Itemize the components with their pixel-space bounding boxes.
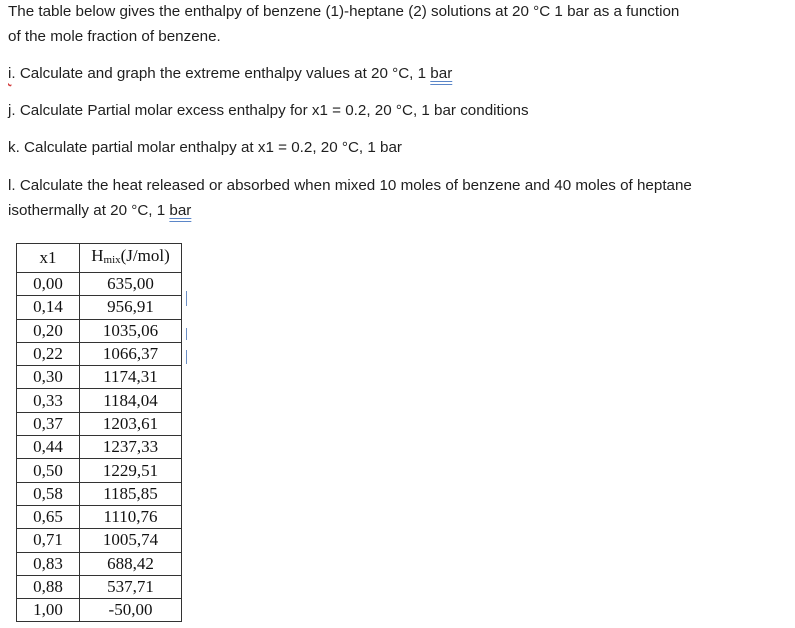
cell-hmix: 1237,33: [80, 436, 182, 459]
cell-hmix: 1066,37: [80, 342, 182, 365]
table-row: [17, 319, 182, 342]
table-row: [17, 529, 182, 552]
cell-x1: 0,00: [17, 273, 80, 296]
cell-hmix: 688,42: [80, 552, 182, 575]
edit-marker: [186, 328, 187, 340]
cell-x1: 0,50: [17, 459, 80, 482]
table-body: [17, 273, 182, 622]
table-row: [17, 599, 182, 622]
table-row: [17, 366, 182, 389]
intro-line-2: of the mole fraction of benzene.: [8, 28, 221, 45]
edit-marker: [186, 350, 187, 364]
table-row: [17, 459, 182, 482]
table-row: [17, 482, 182, 505]
table-row: [17, 273, 182, 296]
cell-x1: 0,14: [17, 296, 80, 319]
cell-x1: 0,88: [17, 575, 80, 598]
cell-hmix: 537,71: [80, 575, 182, 598]
cell-x1: 0,30: [17, 366, 80, 389]
table-row: [17, 342, 182, 365]
cell-hmix: 956,91: [80, 296, 182, 319]
cell-hmix: 1110,76: [80, 505, 182, 528]
cell-x1: 0,65: [17, 505, 80, 528]
question-i-letter: i: [8, 65, 12, 82]
question-l-unit: bar: [169, 202, 192, 219]
question-k: k. Calculate partial molar enthalpy at x1 = 0.2, 20 °C, 1 bar: [8, 139, 402, 156]
cell-x1: 0,20: [17, 319, 80, 342]
cell-hmix: 1184,04: [80, 389, 182, 412]
cell-x1: 0,44: [17, 436, 80, 459]
cell-x1: 0,71: [17, 529, 80, 552]
table-row: [17, 389, 182, 412]
question-l-line-2: [8, 199, 191, 224]
cell-x1: 0,83: [17, 552, 80, 575]
cell-hmix: 1203,61: [80, 412, 182, 435]
table-header-row: [17, 244, 182, 273]
header-hmix: Hmix(J/mol): [80, 244, 182, 273]
intro-line-1: The table below gives the enthalpy of benzene (1)-heptane (2) solutions at 20 °C 1 bar as a function: [8, 3, 680, 20]
table-row: [17, 412, 182, 435]
cell-x1: 1,00: [17, 599, 80, 622]
cell-hmix: 1005,74: [80, 529, 182, 552]
cell-hmix: 635,00: [80, 273, 182, 296]
question-l-line-1: l. Calculate the heat released or absorbed when mixed 10 moles of benzene and 40 moles of heptane: [8, 177, 692, 194]
cell-x1: 0,37: [17, 412, 80, 435]
cell-hmix: -50,00: [80, 599, 182, 622]
question-i-text: . Calculate and graph the extreme enthalpy values at 20 °C, 1: [11, 65, 431, 82]
header-x1: x1: [17, 244, 80, 273]
cell-hmix: 1229,51: [80, 459, 182, 482]
cell-x1: 0,22: [17, 342, 80, 365]
cell-x1: 0,33: [17, 389, 80, 412]
table-row: [17, 552, 182, 575]
question-j: j. Calculate Partial molar excess enthalpy for x1 = 0.2, 20 °C, 1 bar conditions: [8, 102, 529, 119]
table-row: [17, 436, 182, 459]
cell-hmix: 1185,85: [80, 482, 182, 505]
cell-hmix: 1035,06: [80, 319, 182, 342]
table-row: [17, 505, 182, 528]
question-i-unit: bar: [430, 65, 453, 82]
table-row: [17, 296, 182, 319]
cell-hmix: 1174,31: [80, 366, 182, 389]
table-row: [17, 575, 182, 598]
edit-marker: [186, 291, 187, 306]
question-l-text: isothermally at 20 °C, 1: [8, 202, 170, 219]
cell-x1: 0,58: [17, 482, 80, 505]
question-i: [8, 62, 452, 87]
enthalpy-table: [16, 243, 182, 622]
